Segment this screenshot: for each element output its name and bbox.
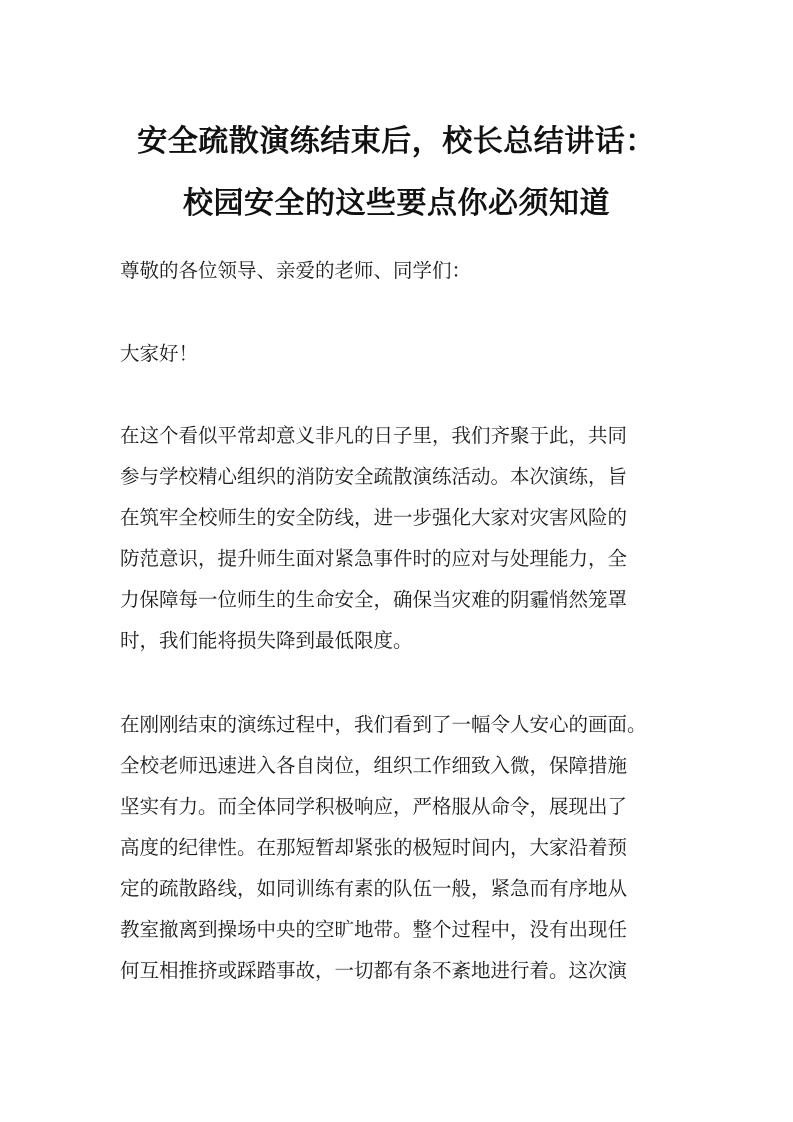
title-line-2: 校园安全的这些要点你必须知道 bbox=[183, 186, 610, 221]
greeting: 大家好！ bbox=[120, 342, 199, 365]
paragraph-line: 教室撤离到操场中央的空旷地带。整个过程中，没有出现任 bbox=[120, 918, 628, 941]
paragraph-line: 时，我们能将损失降到最低限度。 bbox=[120, 629, 413, 652]
paragraph-line: 全校老师迅速进入各自岗位，组织工作细致入微，保障措施 bbox=[120, 754, 628, 777]
paragraph-line: 在刚刚结束的演练过程中，我们看到了一幅令人安心的画面。 bbox=[120, 713, 647, 736]
paragraph-line: 高度的纪律性。在那短暂却紧张的极短时间内，大家沿着预 bbox=[120, 836, 628, 859]
paragraph-line: 在这个看似平常却意义非凡的日子里，我们齐聚于此，共同 bbox=[120, 424, 628, 447]
paragraph-line: 力保障每一位师生的生命安全，确保当灾难的阴霾悄然笼罩 bbox=[120, 588, 628, 611]
paragraph-line: 防范意识，提升师生面对紧急事件时的应对与处理能力，全 bbox=[120, 547, 628, 570]
paragraph-line: 何互相推挤或踩踏事故，一切都有条不紊地进行着。这次演 bbox=[120, 959, 628, 982]
paragraph-line: 参与学校精心组织的消防安全疏散演练活动。本次演练，旨 bbox=[120, 465, 628, 488]
title-line-1: 安全疏散演练结束后，校长总结讲话： bbox=[137, 124, 656, 159]
paragraph-line: 坚实有力。而全体同学积极响应，严格服从命令，展现出了 bbox=[120, 795, 628, 818]
paragraph-line: 定的疏散路线，如同训练有素的队伍一般，紧急而有序地从 bbox=[120, 877, 628, 900]
paragraph-line: 在筑牢全校师生的安全防线，进一步强化大家对灾害风险的 bbox=[120, 506, 628, 529]
salutation: 尊敬的各位领导、亲爱的老师、同学们： bbox=[120, 259, 472, 282]
